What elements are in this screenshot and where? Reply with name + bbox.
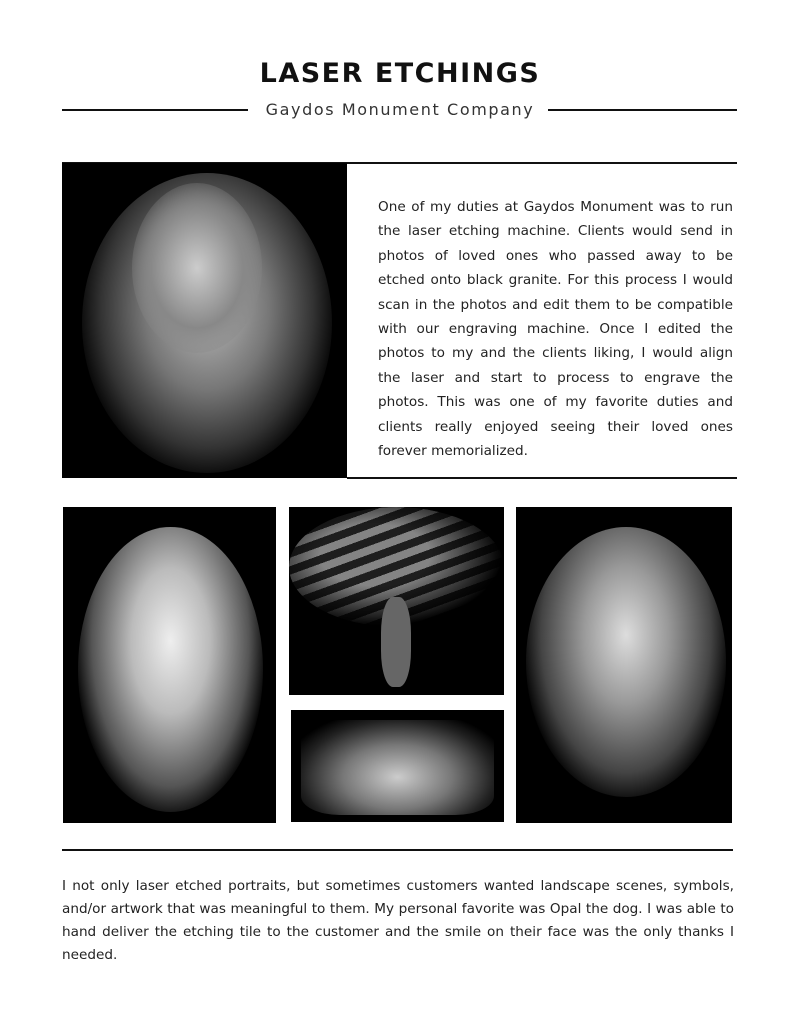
- soldier-portrait-etching: [62, 163, 347, 478]
- waterfall-etching: [291, 710, 504, 822]
- outro-rule: [62, 849, 733, 851]
- page-title: LASER ETCHINGS: [259, 58, 541, 89]
- flag-salute-etching: [289, 507, 504, 695]
- dog-etching: [63, 507, 276, 823]
- page-subtitle: Gaydos Monument Company: [265, 100, 535, 119]
- man-portrait-etching: [516, 507, 732, 823]
- intro-paragraph: One of my duties at Gaydos Monument was to run the laser etching machine. Clients would send in photos of loved ones who passed away to be etched onto black granite. For this process I would scan in the photos and edit them to be compatible with our engraving machine. Once I edited the photos to my and the clients liking, I would align the laser and start to process to engrave the photos. This was one of my favorite duties and clients really enjoyed seeing their loved ones forever memorialized.: [378, 199, 733, 460]
- subtitle-rule-right: [548, 109, 737, 111]
- section-bottom-rule: [347, 477, 737, 479]
- outro-paragraph: I not only laser etched portraits, but sometimes customers wanted landscape scenes, symbols, and/or artwork that was meaningful to them. My personal favorite was Opal the dog. I was able to hand deliver the etching tile to the customer and the smile on their face was the only thanks I needed.: [62, 878, 734, 963]
